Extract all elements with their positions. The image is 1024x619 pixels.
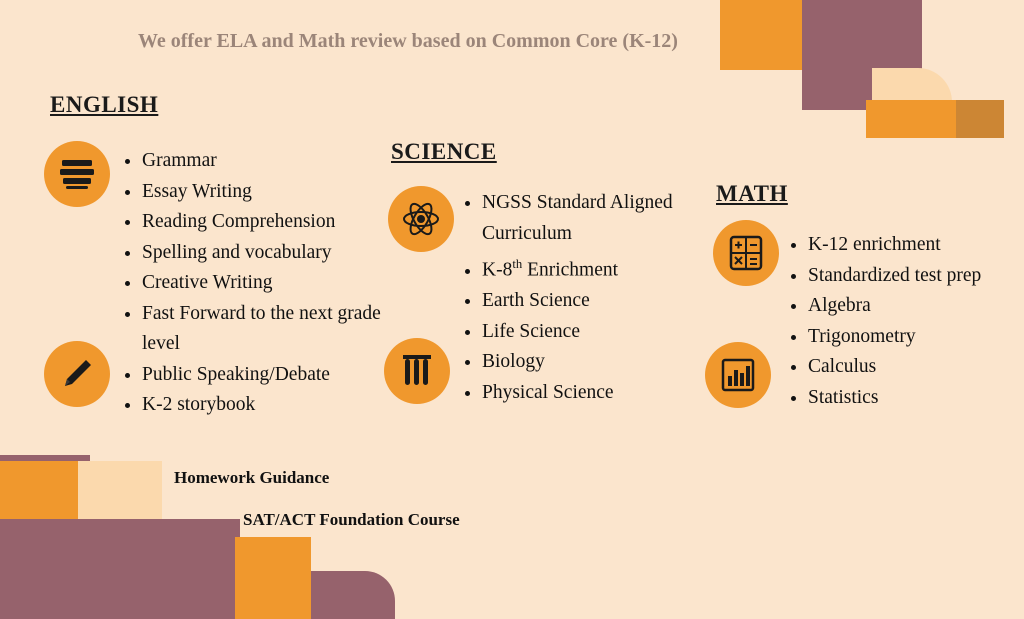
list-item: • Biology [482, 347, 697, 378]
homework-guidance-label: Homework Guidance [174, 468, 330, 487]
english-list [120, 146, 402, 421]
list-item: • Essay Writing [142, 177, 402, 208]
test-tubes-icon [384, 338, 450, 404]
math-list [786, 230, 1024, 413]
list-item: • Creative Writing [142, 268, 402, 299]
list-item: • K-8th Enrichment [482, 249, 697, 286]
list-item: • NGSS Standard Aligned Curriculum [482, 188, 697, 249]
bar-chart-icon [705, 342, 771, 408]
list-item: • Algebra [808, 291, 1024, 322]
list-item: • K-2 storybook [142, 390, 402, 421]
list-item: • Public Speaking/Debate [142, 360, 402, 391]
section-title-math: MATH [716, 181, 788, 206]
list-item: • Grammar [142, 146, 402, 177]
list-item: • Fast Forward to the next grade level [142, 299, 402, 360]
section-title-english: ENGLISH [50, 92, 159, 117]
calculator-icon [713, 220, 779, 286]
list-item: • Trigonometry [808, 322, 1024, 353]
decoration-top-right-brown-1 [956, 100, 1004, 138]
page-title: We offer ELA and Math review based on Common Core (K-12) [138, 30, 678, 52]
pencil-icon [44, 341, 110, 407]
decoration-bottom-left-cream-1 [78, 461, 162, 519]
decoration-top-right-orange-1 [720, 0, 802, 70]
list-item: • Standardized test prep [808, 261, 1024, 292]
decoration-bottom-left-mauve-2 [80, 519, 240, 619]
list-item: • Earth Science [482, 286, 697, 317]
science-list [460, 188, 697, 408]
list-item: • Calculus [808, 352, 1024, 383]
list-item: • K-12 enrichment [808, 230, 1024, 261]
list-item: • Spelling and vocabulary [142, 238, 402, 269]
section-title-science: SCIENCE [391, 139, 497, 164]
sat-act-foundation-label: SAT/ACT Foundation Course [243, 510, 460, 529]
decoration-top-right-orange-2 [866, 100, 956, 138]
list-item: • Statistics [808, 383, 1024, 414]
decoration-bottom-left-orange-2 [235, 537, 311, 619]
books-icon [44, 141, 110, 207]
list-item: • Life Science [482, 317, 697, 348]
list-item: • Reading Comprehension [142, 207, 402, 238]
atom-icon [388, 186, 454, 252]
list-item: • Physical Science [482, 378, 697, 409]
